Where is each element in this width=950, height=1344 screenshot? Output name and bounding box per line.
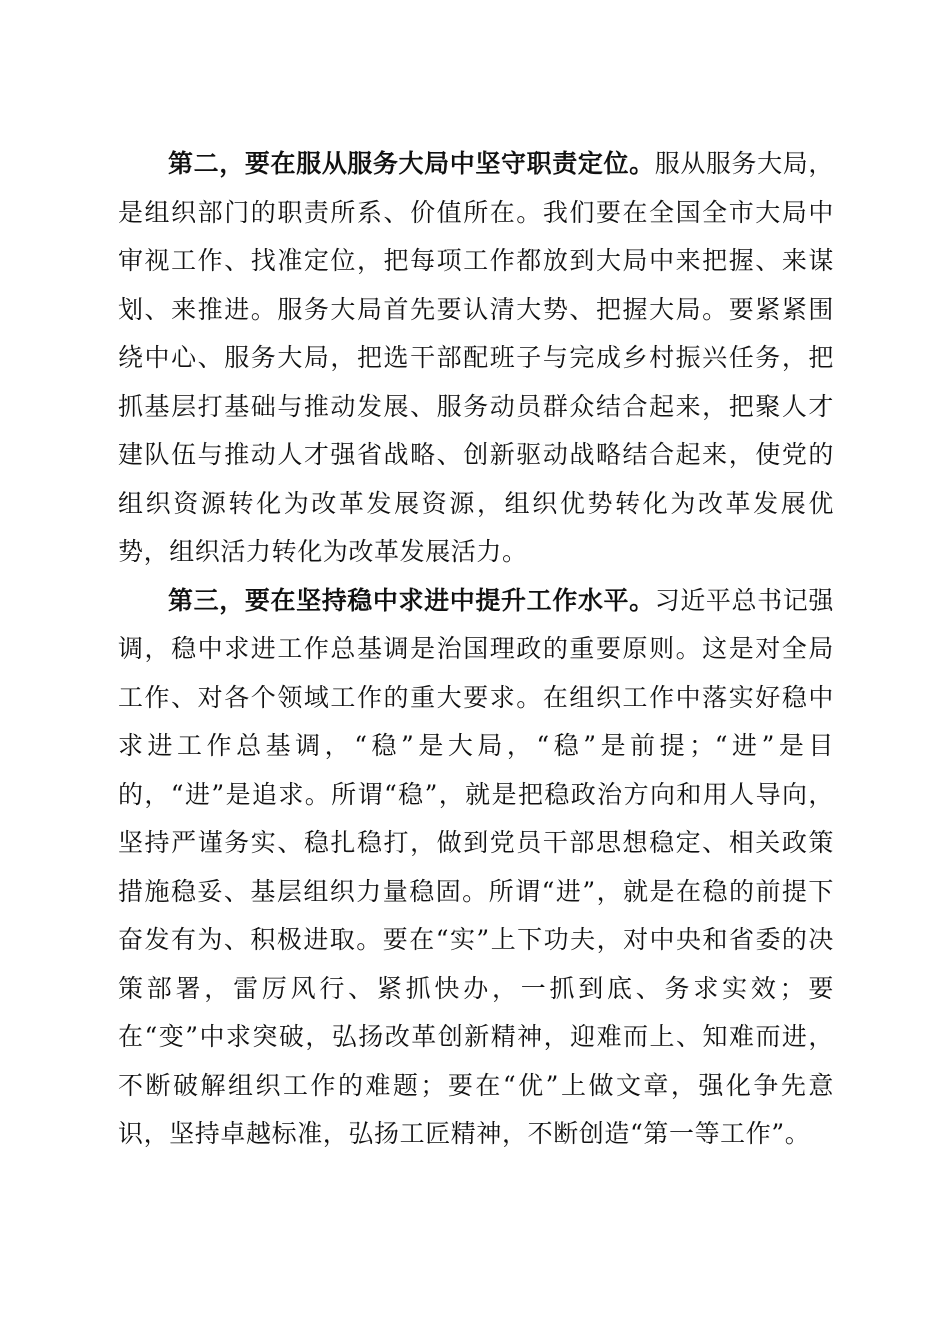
paragraph-heading: 第二，要在服从服务大局中坚守职责定位。 (168, 149, 655, 178)
paragraph-third-point (118, 577, 834, 1159)
paragraph-heading: 第三，要在坚持稳中求进中提升工作水平。 (168, 585, 655, 615)
paragraph-text: 服从服务大局，是组织部门的职责所系、价值所在。我们要在全国全市大局中审视工作、找准定位，把每项工作都放到大局中来把握、来谋划、来推进。服务大局首先要认清大势、把握大局。要紧紧围绕中心、服务大局，把选干部配班子与完成乡村振兴任务，把抓基层打基础与推动发展、服务动员群众结合起来，把聚人才建队伍与推动人才强省战略、创新驱动战略结合起来，使党的组织资源转化为改革发展资源，组织优势转化为改革发展优势，组织活力转化为改革发展活力。 (118, 149, 834, 566)
document-body (118, 140, 834, 1159)
paragraph-text: 习近平总书记强调，稳中求进工作总基调是治国理政的重要原则。这是对全局工作、对各个领域工作的重大要求。在组织工作中落实好稳中求进工作总基调，“稳”是大局，“稳”是前提；“进”是目的，“进”是追求。所谓“稳”，就是把稳政治方向和用人导向，坚持严谨务实、稳扎稳打，做到党员干部思想稳定、相关政策措施稳妥、基层组织力量稳固。所谓“进”，就是在稳的前提下奋发有为、积极进取。要在“实”上下功夫，对中央和省委的决策部署，雷厉风行、紧抓快办，一抓到底、务求实效；要在“变”中求突破，弘扬改革创新精神，迎难而上、知难而进，不断破解组织工作的难题；要在“优”上做文章，强化争先意识，坚持卓越标准，弘扬工匠精神，不断创造“第一等工作”。 (118, 585, 834, 1148)
paragraph-second-point (118, 140, 834, 577)
